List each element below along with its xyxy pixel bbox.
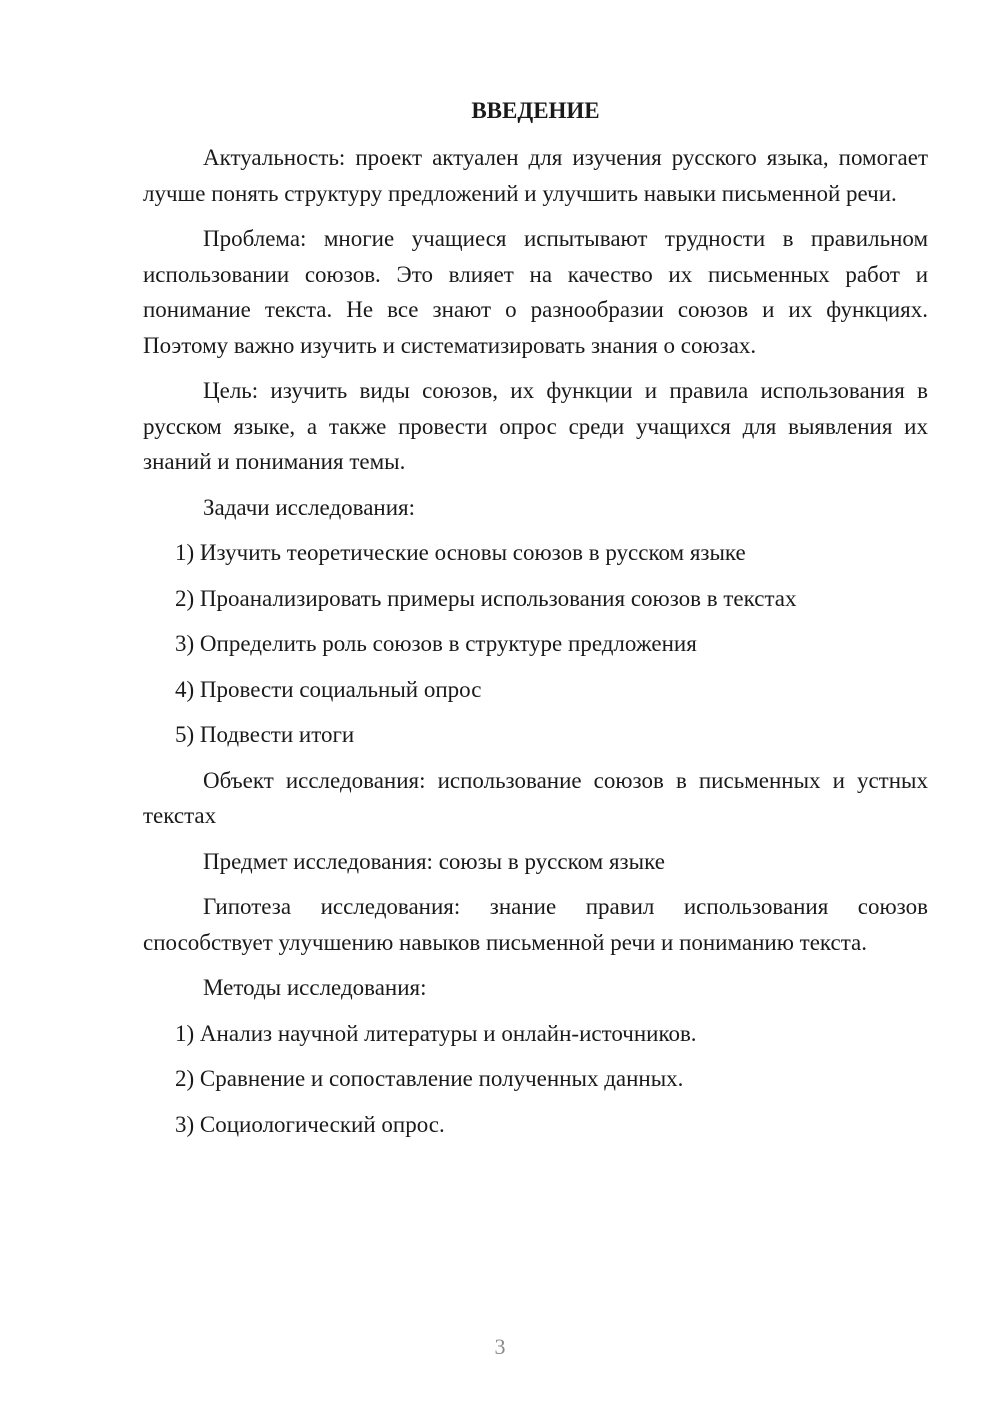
method-item: 2) Сравнение и сопоставление полученных данных. (175, 1066, 684, 1091)
object-paragraph: Объект исследования: использование союзов в письменных и устных текстах (143, 767, 928, 828)
methods-list (143, 1016, 928, 1143)
method-item: 3) Социологический опрос. (175, 1111, 445, 1137)
page-content (143, 93, 928, 1152)
task-item: 3) Определить роль союзов в структуре предложения (175, 631, 697, 656)
task-item: 1) Изучить теоретические основы союзов в русском языке (175, 540, 746, 565)
relevance-paragraph: Актуальность: проект актуален для изучения русского языка, помогает лучше понять структуру предложений и улучшить навыки письменной речи. (143, 145, 928, 206)
tasks-heading: Задачи исследования: (203, 494, 416, 520)
task-item: 5) Подвести итоги (175, 722, 355, 747)
task-item: 4) Провести социальный опрос (175, 676, 482, 702)
hypothesis-paragraph: Гипотеза исследования: знание правил использования союзов способствует улучшению навыков письменной речи и пониманию текста. (143, 894, 928, 955)
tasks-list (143, 535, 928, 753)
method-item: 1) Анализ научной литературы и онлайн-источников. (175, 1020, 697, 1046)
goal-paragraph: Цель: изучить виды союзов, их функции и правила использования в русском языке, а также провести опрос среди учащихся для выявления их знаний и понимания темы. (143, 378, 928, 474)
methods-heading: Методы исследования: (203, 975, 427, 1000)
task-item: 2) Проанализировать примеры использования союзов в текстах (175, 585, 797, 611)
problem-paragraph: Проблема: многие учащиеся испытывают трудности в правильном использовании союзов. Это влияет на качество их письменных работ и понимание текста. Не все знают о разнообразии союзов и их функциях. Поэтому важно изучить и систематизировать знания о союзах. (143, 226, 928, 358)
section-heading: ВВЕДЕНИЕ (471, 98, 600, 123)
subject-paragraph: Предмет исследования: союзы в русском языке (203, 848, 665, 874)
page-number: 3 (494, 1334, 506, 1359)
